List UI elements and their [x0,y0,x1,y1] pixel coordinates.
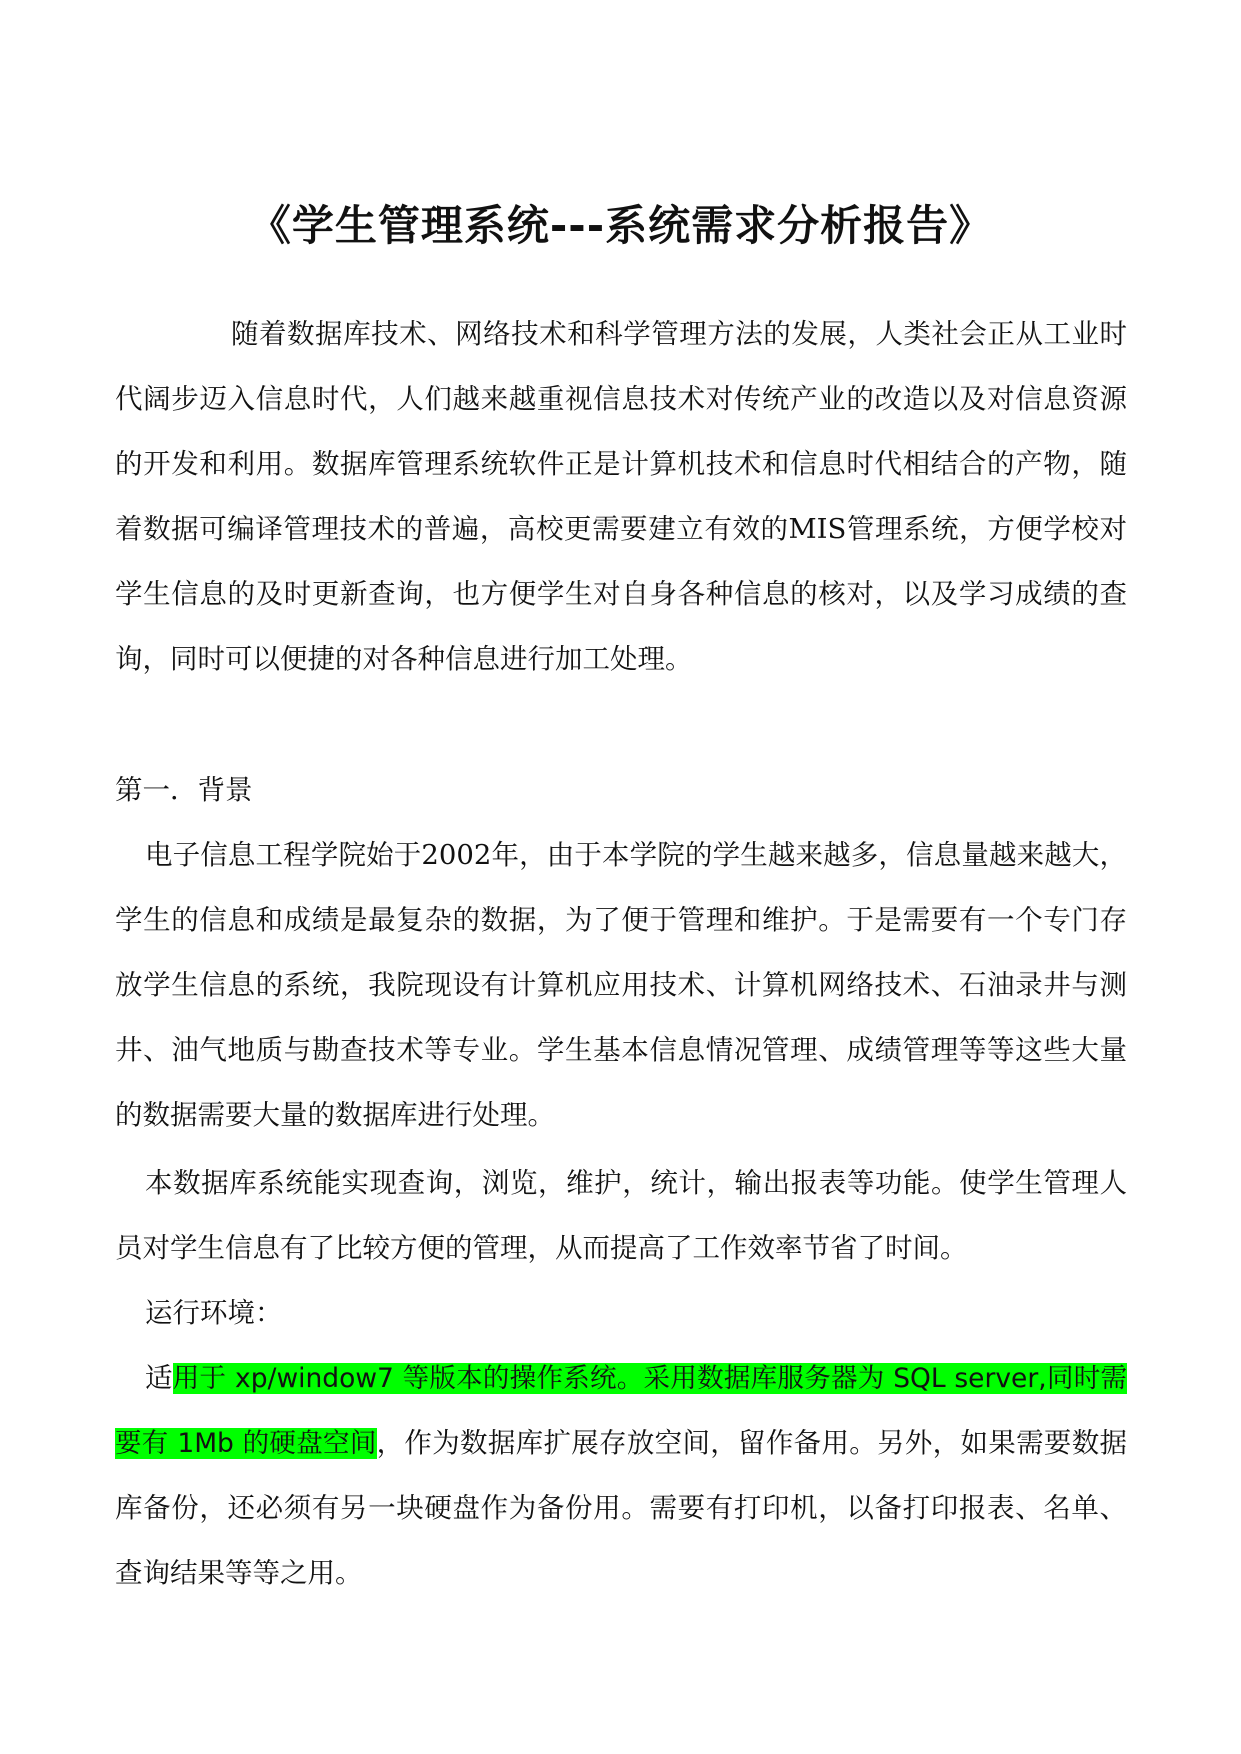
highlighted-text: 用于 xp/window7 等版本的操作系统。采用数据库服务器为 SQL server,同时需要有 1Mb 的硬盘空间 [115,1363,1128,1459]
intro-paragraph: 随着数据库技术、网络技术和科学管理方法的发展，人类社会正从工业时代阔步迈入信息时代，人们越来越重视信息技术对传统产业的改造以及对信息资源的开发和利用。数据库管理系统软件正是计算机技术和信息时代相结合的产物，随着数据可编译管理技术的普遍，高校更需要建立有效的MIS管理系统，方便学校对学生信息的及时更新查询，也方便学生对自身各种信息的核对，以及学习成绩的查询，同时可以便捷的对各种信息进行加工处理。 [115,318,1127,675]
document-title: 《学生管理系统---系统需求分析报告》 [248,201,993,250]
section-heading-background: 第一．背景 [115,774,253,806]
environment-paragraph [115,1346,1127,1606]
environment-rest: ，作为数据库扩展存放空间，留作备用。另外，如果需要数据库备份，还必须有另一块硬盘作为备份用。需要有打印机，以备打印报表、名单、查询结果等等之用。 [115,1427,1127,1589]
environment-prefix: 适 [145,1362,173,1394]
environment-label: 运行环境： [145,1297,283,1329]
background-paragraph-1: 电子信息工程学院始于2002年，由于本学院的学生越来越多，信息量越来越大，学生的信息和成绩是最复杂的数据，为了便于管理和维护。于是需要有一个专门存放学生信息的系统，我院现设有计算机应用技术、计算机网络技术、石油录井与测井、油气地质与勘查技术等专业。学生基本信息情况管理、成绩管理等等这些大量的数据需要大量的数据库进行处理。 [115,839,1127,1131]
background-paragraph-2: 本数据库系统能实现查询，浏览，维护，统计，输出报表等功能。使学生管理人员对学生信息有了比较方便的管理，从而提高了工作效率节省了时间。 [115,1167,1127,1264]
